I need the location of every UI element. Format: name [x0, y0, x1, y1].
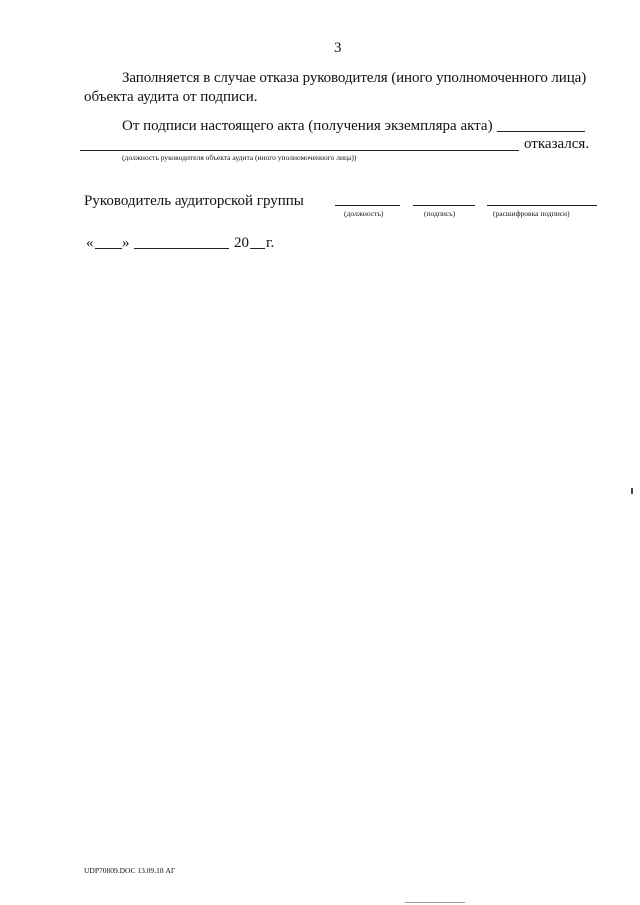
- audit-position-line: [335, 205, 400, 206]
- date-close-quote: »: [122, 235, 130, 251]
- audit-decoding-caption: (расшифровка подписи): [493, 209, 570, 218]
- refusal-text: От подписи настоящего акта (получения экземпляра акта): [122, 118, 493, 134]
- position-blank-line: [80, 150, 519, 151]
- refusal-blank-line: [497, 131, 585, 132]
- refused-text: отказался.: [524, 136, 590, 152]
- scan-artifact-bottom: [405, 902, 465, 903]
- date-open-quote: «: [86, 235, 94, 251]
- note-line-2: объекта аудита от подписи.: [84, 89, 258, 105]
- date-day-line: [95, 248, 122, 249]
- footer-file-info: UDP70809.DOC 13.09.18 АГ: [84, 866, 176, 875]
- date-year-line: [250, 248, 265, 249]
- position-caption: (должность руководителя объекта аудита (иного уполномоченного лица)): [122, 153, 357, 162]
- date-year-suffix: г.: [266, 235, 275, 251]
- audit-signature-caption: (подпись): [424, 209, 456, 218]
- audit-position-caption: (должность): [344, 209, 384, 218]
- date-month-line: [134, 248, 229, 249]
- scan-artifact-mark: [631, 488, 633, 494]
- audit-decoding-line: [487, 205, 597, 206]
- page-number: 3: [334, 40, 342, 56]
- date-year-prefix: 20: [234, 235, 249, 251]
- audit-signature-line: [413, 205, 475, 206]
- note-line-1: Заполняется в случае отказа руководителя (иного уполномоченного лица): [122, 70, 587, 86]
- audit-head-label: Руководитель аудиторской группы: [84, 193, 304, 209]
